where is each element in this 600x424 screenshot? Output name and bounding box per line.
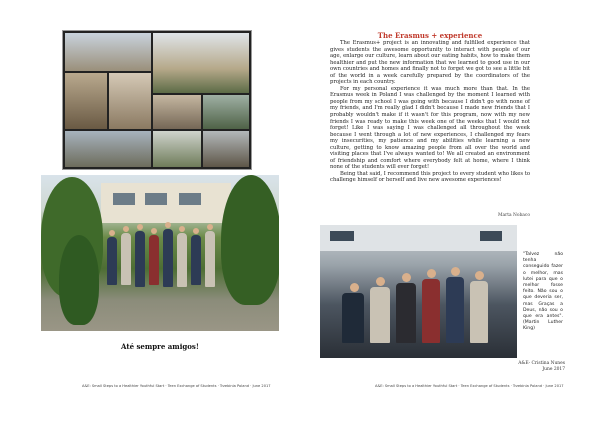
photo-collage xyxy=(62,30,252,170)
article-paragraph: The Erasmus+ project is an innovating and fulfilled experience that gives students the awesome opportunity to interact with people of our age, enlarge our culture, learn about our eating habits, how to make them healthier and put the new information that we learned to good use in our own countries and homes and finally not to forget we got to see a little bit of the world in a week carefully prepared by the coordinators of the projects in each country. xyxy=(330,40,530,86)
quote-text: "Talvez não tenha conseguido fazer o melhor, mas lutei para que o melhor fosse feito. Não sou o que deveria ser, mas Graças a Deus, não sou o que era antes". (Martin Luther King) xyxy=(523,252,563,332)
article-paragraph: For my personal experience it was much more than that. In the Erasmus week in Poland I was challenged by the moment I learned with people from my school I was going with because I didn't go with none of my friends, and I'm really glad I didn't because I made new friends that I probably wouldn't make if it wasn't for this program, now with my new friends I was ready to make this week one of the weeks that I would not forget! Like I was saying I was challenged all throughout the week because I went through a lot of new experiences, I challenged my fears my insecurities, my patience and my abilities while learning a new culture, getting to know amazing people from all over the world and visiting places that I've always wanted to! We all created an environment of friendship and comfort where everybody felt at home, where I think none of the students will ever forget! xyxy=(330,85,530,171)
article-paragraph: Being that said, I recommend this project to every student who likes to challenge himself or herself and live new awesome experiences! xyxy=(330,170,530,184)
article-title: The Erasmus + experience xyxy=(377,31,483,40)
left-page-footer: A&E: Small Steps to a Healthier Youthful Start · Teen Exchange of Students · Trzebinia Poland · June 2017 xyxy=(82,384,271,388)
photo-caption: Até sempre amigos! xyxy=(121,342,199,351)
airport-group-photo xyxy=(320,225,517,358)
quote-signature xyxy=(505,361,565,372)
school-group-photo xyxy=(41,175,279,331)
quote-signature-date: June 2017 xyxy=(542,366,565,372)
right-page-footer: A&E: Small Steps to a Healthier Youthful Start · Teen Exchange of Students · Trzebinia Poland · June 2017 xyxy=(375,384,564,388)
article-author: Marta Nobaco xyxy=(497,213,530,218)
article-body xyxy=(330,40,530,184)
quote-signature-name: A&E- Cristina Nunes xyxy=(518,361,565,366)
